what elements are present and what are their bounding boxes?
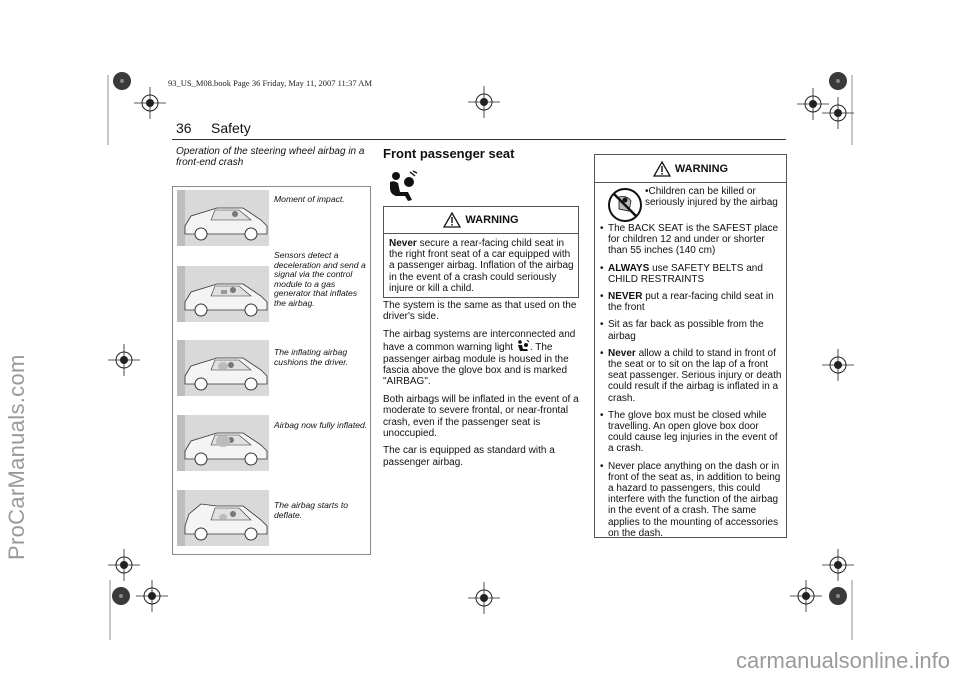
figure-panel-2 bbox=[177, 266, 269, 322]
figure-step-1-label: Moment of impact. bbox=[274, 194, 345, 204]
paragraph-warning-light-end: . The passenger airbag module is housed in the fascia above the glove box and is marked "AIRBAG". bbox=[383, 342, 569, 388]
list-item bbox=[598, 319, 784, 341]
figure-panel-4 bbox=[177, 415, 269, 471]
figure-step-2-label: Sensors detect a deceleration and send a signal via the control module to a gas generator that inflates the airbag. bbox=[274, 250, 366, 308]
front-passenger-body bbox=[383, 300, 579, 474]
warning-triangle-icon bbox=[443, 212, 461, 228]
warning-title-2: WARNING bbox=[674, 162, 729, 175]
figure-caption: Operation of the steering wheel airbag in a front-end crash bbox=[176, 146, 365, 168]
list-item-text: allow a child to stand in front of the seat or to sit on the lap of a front seat passenger. Serious injury or death could result if the airbag is inflated in a crash. bbox=[608, 347, 782, 404]
list-item-strong: ALWAYS bbox=[608, 262, 650, 274]
figure-panel-1 bbox=[177, 190, 269, 246]
bottom-watermark: carmanualsonline.info bbox=[735, 648, 950, 673]
front-passenger-heading: Front passenger seat bbox=[383, 146, 515, 161]
page-number: 36 bbox=[176, 120, 192, 136]
car-crash-illustration-3 bbox=[177, 340, 269, 396]
paragraph-inflation: Both airbags will be inflated in the event of a moderate to severe frontal, or near-frontal crash, even if the passenger seat is unoccupied. bbox=[383, 393, 579, 440]
no-child-seat-icon bbox=[607, 187, 643, 223]
figure-step-5-label: The airbag starts to deflate. bbox=[274, 500, 349, 520]
car-crash-illustration-1 bbox=[177, 190, 269, 246]
paragraph-standard: The car is equipped as standard with a passenger airbag. bbox=[383, 445, 555, 468]
warning-list bbox=[598, 223, 784, 545]
list-item-text: put a rear-facing child seat in the front bbox=[608, 291, 774, 314]
list-item-text: Never place anything on the dash or in front of the seat as, in addition to being a hazard to passengers, this could interfere with the function of the airbag in the event of a crash. The same applies to the mounting of accessories on the dash. bbox=[608, 460, 781, 539]
list-item-text: use SAFETY BELTS and CHILD RESTRAINTS bbox=[608, 262, 763, 285]
list-item bbox=[598, 263, 784, 285]
warning-title: WARNING bbox=[465, 214, 519, 226]
warning-body bbox=[389, 238, 575, 294]
airbag-sequence-figure bbox=[172, 186, 371, 555]
list-item-text: The BACK SEAT is the SAFEST place for children 12 and under or shorter than 55 inches (140 cm) bbox=[608, 223, 779, 257]
list-item bbox=[598, 348, 784, 404]
paragraph-warning-light-start: The airbag systems are interconnected and have a common warning light bbox=[383, 328, 576, 354]
warning-box-children bbox=[594, 154, 787, 538]
warning-triangle-icon bbox=[653, 161, 671, 177]
warning-header bbox=[384, 207, 578, 234]
warning-header-2 bbox=[595, 155, 786, 183]
list-item bbox=[598, 223, 784, 257]
side-watermark: ProCarManuals.com bbox=[4, 354, 29, 560]
list-item-text: The glove box must be closed while travelling. An open glove box door could cause leg injuries in the event of a crash. bbox=[608, 409, 778, 455]
car-crash-illustration-2 bbox=[177, 266, 269, 322]
paragraph-system: The system is the same as that used on the driver's side. bbox=[383, 300, 577, 323]
list-item-text: Sit as far back as possible from the airbag bbox=[608, 319, 764, 342]
figure-panel-3 bbox=[177, 340, 269, 396]
list-item bbox=[598, 291, 784, 313]
list-item-strong: NEVER bbox=[608, 291, 643, 303]
figure-step-4-label: Airbag now fully inflated. bbox=[274, 420, 368, 430]
paragraph-warning-light bbox=[383, 329, 579, 388]
car-crash-illustration-4 bbox=[177, 415, 269, 471]
list-item bbox=[598, 461, 784, 539]
car-crash-illustration-5 bbox=[177, 490, 269, 546]
section-title: Safety bbox=[211, 120, 251, 136]
warning-strong-word: Never bbox=[389, 238, 417, 249]
list-item-strong: Never bbox=[608, 347, 636, 359]
figure-panel-5 bbox=[177, 490, 269, 546]
print-job-line: 93_US_M08.book Page 36 Friday, May 11, 2007 11:37 AM bbox=[168, 78, 372, 88]
figure-step-3-label: The inflating airbag cushions the driver. bbox=[274, 347, 349, 367]
warning-lead: •Children can be killed or seriously injured by the airbag bbox=[645, 186, 778, 209]
airbag-seated-person-icon bbox=[384, 170, 418, 204]
airbag-warning-light-icon bbox=[516, 340, 530, 352]
header-rule bbox=[172, 139, 786, 140]
list-item bbox=[598, 410, 784, 455]
warning-box-front-seat bbox=[383, 206, 579, 298]
warning-text: secure a rear-facing child seat in the right front seat of a car equipped with a passenger airbag. Inflation of the airbag in the event of a crash could seriously injure or kill a child. bbox=[389, 238, 574, 294]
